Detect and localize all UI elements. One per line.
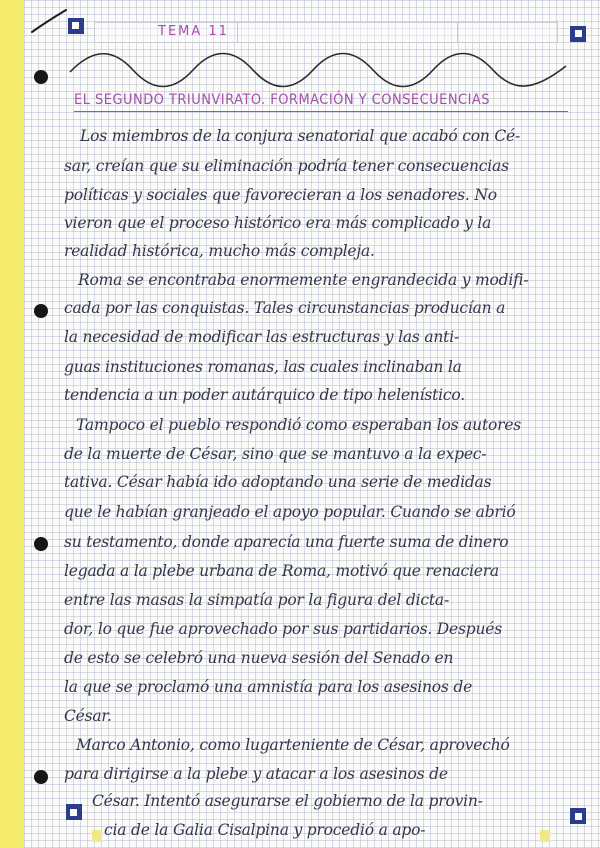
footer-mark	[540, 830, 550, 842]
text-line: de la muerte de César, sino que se mantuvo a la expec-	[64, 445, 487, 463]
text-line: dor, lo que fue aprovechado por sus partidarios. Después	[64, 620, 502, 638]
text-line: realidad histórica, mucho más compleja.	[64, 242, 375, 260]
corner-mark-top-right	[570, 26, 586, 42]
text-line: la que se proclamó una amnistía para los asesinos de	[64, 678, 473, 696]
page-title: TEMA 11	[158, 24, 229, 39]
punch-hole	[34, 537, 48, 551]
punch-hole	[34, 70, 48, 84]
text-line: para dirigirse a la plebe y atacar a los asesinos de	[64, 765, 448, 783]
pen-stroke-mark	[30, 6, 70, 36]
text-line: legada a la plebe urbana de Roma, motivó que renaciera	[64, 562, 499, 580]
corner-mark-bottom-right	[570, 808, 586, 824]
text-line: de esto se celebró una nueva sesión del Senado en	[64, 649, 454, 667]
punch-hole	[34, 770, 48, 784]
text-line: cada por las conquistas. Tales circunstancias producían a	[64, 299, 506, 317]
text-line: cia de la Galia Cisalpina y procedió a apo-	[104, 821, 426, 839]
text-line: entre las masas la simpatía por la figura del dicta-	[64, 591, 449, 609]
punch-hole	[34, 304, 48, 318]
text-line: políticas y sociales que favorecieran a los senadores. No	[64, 186, 497, 204]
footer-mark	[92, 830, 102, 842]
text-line: sar, creían que su eliminación podría tener consecuencias	[64, 157, 509, 175]
heading-underline	[74, 111, 568, 112]
corner-mark-bottom-left	[66, 804, 82, 820]
text-line: César.	[64, 707, 112, 725]
text-line: tativa. César había ido adoptando una serie de medidas	[64, 473, 492, 491]
text-line: Roma se encontraba enormemente engrandecida y modifi-	[78, 271, 529, 289]
text-line: tendencia a un poder autárquico de tipo helenístico.	[64, 386, 465, 404]
text-line: vieron que el proceso histórico era más complicado y la	[64, 214, 492, 232]
binding-strip	[0, 0, 24, 848]
text-line: César. Intentó asegurarse el gobierno de la provin-	[92, 792, 483, 810]
text-line: la necesidad de modificar las estructuras y las anti-	[64, 328, 460, 346]
text-line: Marco Antonio, como lugarteniente de César, aprovechó	[76, 736, 510, 754]
corner-mark-top-left	[68, 18, 84, 34]
text-line: su testamento, donde aparecía una fuerte suma de dinero	[64, 533, 509, 551]
text-line: Tampoco el pueblo respondió como esperaban los autores	[76, 416, 522, 434]
text-line: que le habían granjeado el apoyo popular. Cuando se abrió	[64, 503, 516, 521]
section-heading: EL SEGUNDO TRIUNVIRATO. FORMACIÓN Y CONSECUENCIAS	[74, 92, 491, 108]
decorative-wave	[68, 50, 568, 90]
text-line: guas instituciones romanas, las cuales inclinaban la	[64, 358, 462, 376]
text-line: Los miembros de la conjura senatorial que acabó con Cé-	[80, 127, 521, 145]
